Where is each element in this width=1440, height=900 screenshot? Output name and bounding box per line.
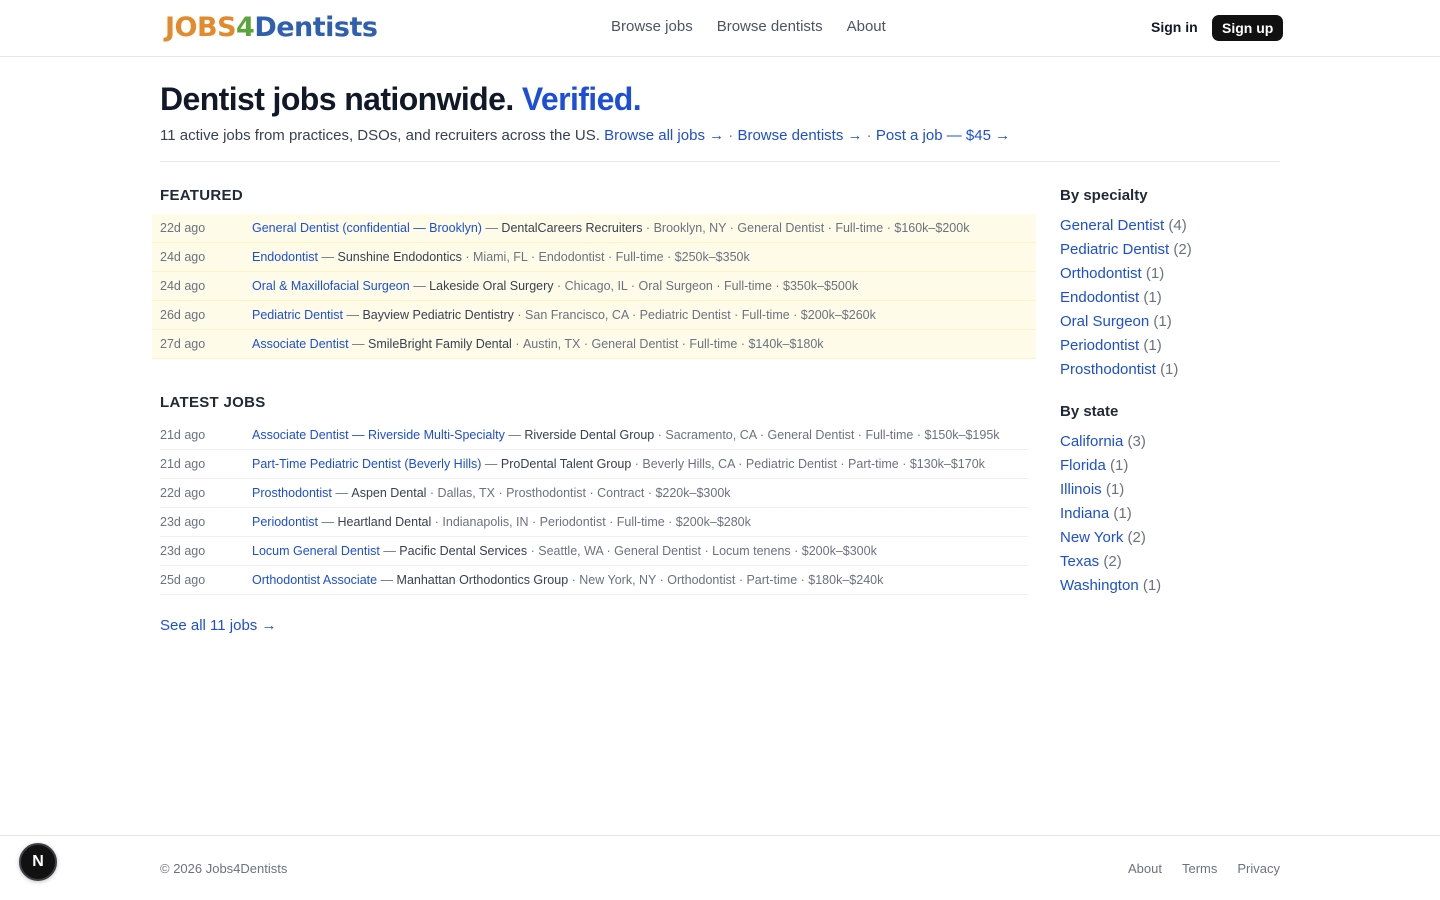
state-link[interactable]: Washington — [1060, 577, 1139, 594]
sign-in-link[interactable]: Sign in — [1151, 19, 1198, 35]
specialty-item — [1060, 262, 1280, 286]
see-all-jobs-link[interactable]: See all 11 jobs → — [160, 617, 277, 634]
featured-job-row[interactable]: 27d ago Associate Dentist — SmileBright Family Dental · Austin, TX · General Dentist · Full-time · $140k–$180k — [152, 330, 1036, 359]
logo-part-4: 4 — [236, 12, 255, 43]
page-title-accent: Verified. — [521, 81, 642, 117]
specialty-item — [1060, 238, 1280, 262]
state-count: (2) — [1127, 529, 1146, 546]
job-company: Manhattan Orthodontics Group — [396, 573, 569, 587]
nav-browse-jobs[interactable]: Browse jobs — [611, 18, 693, 35]
dev-tools-badge[interactable] — [19, 843, 57, 881]
specialty-count: (1) — [1145, 265, 1165, 282]
job-meta: Chicago, IL · Oral Surgeon · Full-time · $350k–$500k — [564, 279, 859, 293]
state-link[interactable]: Illinois — [1060, 481, 1102, 498]
job-age: 21d ago — [160, 457, 206, 471]
nav-about[interactable]: About — [846, 18, 886, 35]
state-item — [1060, 478, 1280, 502]
specialty-count: (1) — [1160, 361, 1179, 378]
job-meta: Austin, TX · General Dentist · Full-time · $140k–$180k — [522, 337, 824, 351]
featured-list — [160, 214, 1028, 359]
copyright: © 2026 Jobs4Dentists — [160, 861, 288, 876]
latest-jobs-heading: LATEST JOBS — [160, 394, 266, 411]
specialty-heading: By specialty — [1060, 187, 1148, 204]
job-meta: New York, NY · Orthodontist · Part-time · $180k–$240k — [579, 573, 884, 587]
state-block — [1060, 402, 1280, 598]
job-age: 22d ago — [160, 486, 206, 500]
job-meta: Miami, FL · Endodontist · Full-time · $250k–$350k — [473, 250, 750, 264]
specialty-list — [1060, 214, 1280, 382]
specialty-link[interactable]: General Dentist — [1060, 217, 1165, 234]
site-logo[interactable] — [165, 12, 377, 44]
latest-jobs-list — [160, 421, 1028, 595]
state-heading: By state — [1060, 403, 1119, 420]
job-company: Aspen Dental — [351, 486, 427, 500]
job-company: SmileBright Family Dental — [368, 337, 512, 351]
job-row[interactable]: 23d ago Periodontist — Heartland Dental · Indianapolis, IN · Periodontist · Full-time · $200k–$280k — [160, 508, 1028, 537]
state-link[interactable]: Indiana — [1060, 505, 1110, 522]
featured-job-row[interactable]: 24d ago Endodontist — Sunshine Endodontics · Miami, FL · Endodontist · Full-time · $250k–$350k — [152, 243, 1036, 272]
job-age: 22d ago — [160, 221, 206, 235]
specialty-count: (1) — [1153, 313, 1172, 330]
specialty-count: (4) — [1168, 217, 1187, 234]
state-link[interactable]: New York — [1060, 529, 1124, 546]
specialty-link[interactable]: Pediatric Dentist — [1060, 241, 1170, 258]
specialty-count: (1) — [1143, 337, 1162, 354]
job-age: 23d ago — [160, 544, 206, 558]
job-meta: Indianapolis, IN · Periodontist · Full-time · $200k–$280k — [442, 515, 751, 529]
job-age: 24d ago — [160, 279, 206, 293]
job-company: Pacific Dental Services — [399, 544, 528, 558]
footer-about-link[interactable]: About — [1128, 861, 1162, 876]
sign-up-button[interactable]: Sign up — [1212, 15, 1283, 41]
job-company: Lakeside Oral Surgery — [429, 279, 554, 293]
job-title-link[interactable]: Periodontist — [252, 515, 319, 529]
job-meta: Seattle, WA · General Dentist · Locum tenens · $200k–$300k — [538, 544, 877, 558]
job-company: Bayview Pediatric Dentistry — [362, 308, 514, 322]
specialty-item — [1060, 310, 1280, 334]
dev-badge-letter: N — [32, 853, 44, 870]
state-count: (1) — [1142, 577, 1162, 594]
state-link[interactable]: Florida — [1060, 457, 1106, 474]
job-meta: Dallas, TX · Prosthodontist · Contract · $220k–$300k — [437, 486, 731, 500]
state-count: (1) — [1110, 457, 1129, 474]
divider — [160, 161, 1280, 162]
featured-job-row[interactable]: 22d ago General Dentist (confidential — Brooklyn) — DentalCareers Recruiters · Brooklyn, NY · General Dentist · Full-time · $160k–$200k — [152, 214, 1036, 243]
job-age: 21d ago — [160, 428, 206, 442]
job-company: Riverside Dental Group — [524, 428, 655, 442]
browse-all-jobs-link[interactable]: Browse all jobs → — [604, 127, 725, 144]
job-meta: San Francisco, CA · Pediatric Dentist · Full-time · $200k–$260k — [525, 308, 876, 322]
hero-subtitle-text: 11 active jobs from practices, DSOs, and recruiters across the US. — [160, 127, 600, 144]
job-title-link[interactable]: General Dentist (confidential — Brooklyn) — [252, 221, 482, 235]
state-item — [1060, 430, 1280, 454]
page-title — [160, 80, 1280, 118]
job-meta: Beverly Hills, CA · Pediatric Dentist · Part-time · $130k–$170k — [642, 457, 985, 471]
job-title-link[interactable]: Associate Dentist — [252, 337, 349, 351]
specialty-item — [1060, 286, 1280, 310]
filters-sidebar — [1060, 186, 1280, 598]
specialty-item — [1060, 358, 1280, 382]
state-count: (1) — [1113, 505, 1132, 522]
job-title-link[interactable]: Prosthodontist — [252, 486, 332, 500]
state-item — [1060, 526, 1280, 550]
state-link[interactable]: California — [1060, 433, 1124, 450]
separator: · — [866, 127, 872, 144]
job-age: 27d ago — [160, 337, 206, 351]
job-lists — [160, 186, 1028, 635]
nav-browse-dentists[interactable]: Browse dentists — [716, 18, 823, 35]
specialty-link[interactable]: Oral Surgeon — [1060, 313, 1150, 330]
job-company: Heartland Dental — [337, 515, 432, 529]
job-row[interactable]: 21d ago Part-Time Pediatric Dentist (Beverly Hills) — ProDental Talent Group · Beverly Hills, CA · Pediatric Dentist · Part-time · $130k–$170k — [160, 450, 1028, 479]
page-title-main: Dentist jobs nationwide. — [160, 81, 514, 117]
job-title-link[interactable]: Orthodontist Associate — [252, 573, 378, 587]
featured-job-row[interactable]: 24d ago Oral & Maxillofacial Surgeon — Lakeside Oral Surgery · Chicago, IL · Oral Surgeon · Full-time · $350k–$500k — [152, 272, 1036, 301]
job-meta: Brooklyn, NY · General Dentist · Full-time · $160k–$200k — [653, 221, 970, 235]
main-nav — [611, 18, 886, 35]
state-item — [1060, 502, 1280, 526]
specialty-link[interactable]: Prosthodontist — [1060, 361, 1156, 378]
post-job-link[interactable]: Post a job — $45 → — [875, 127, 1011, 144]
specialty-link[interactable]: Endodontist — [1060, 289, 1140, 306]
job-title-link[interactable]: Endodontist — [252, 250, 319, 264]
logo-part-jobs: JOBS — [165, 12, 237, 43]
specialty-link[interactable]: Orthodontist — [1060, 265, 1142, 282]
job-company: Sunshine Endodontics — [337, 250, 462, 264]
hero-subtitle — [160, 126, 1280, 146]
state-list — [1060, 430, 1280, 598]
site-header — [0, 0, 1440, 57]
hero — [160, 80, 1280, 146]
footer-links — [1128, 861, 1280, 876]
specialty-count: (1) — [1143, 289, 1162, 306]
job-row[interactable]: 23d ago Locum General Dentist — Pacific Dental Services · Seattle, WA · General Dentist · Locum tenens · $200k–$300k — [160, 537, 1028, 566]
job-age: 26d ago — [160, 308, 206, 322]
job-row[interactable]: 22d ago Prosthodontist — Aspen Dental · Dallas, TX · Prosthodontist · Contract · $220k–$300k — [160, 479, 1028, 508]
job-title-link[interactable]: Associate Dentist — Riverside Multi-Specialty — [252, 428, 505, 442]
job-title-link[interactable]: Oral & Maxillofacial Surgeon — [252, 279, 410, 293]
state-count: (2) — [1103, 553, 1122, 570]
footer-privacy-link[interactable]: Privacy — [1237, 861, 1280, 876]
separator: · — [728, 127, 734, 144]
job-company: ProDental Talent Group — [500, 457, 632, 471]
specialty-link[interactable]: Periodontist — [1060, 337, 1140, 354]
specialty-count: (2) — [1173, 241, 1192, 258]
footer-terms-link[interactable]: Terms — [1181, 861, 1218, 876]
browse-dentists-link[interactable]: Browse dentists → — [737, 127, 863, 144]
state-count: (1) — [1105, 481, 1125, 498]
job-age: 24d ago — [160, 250, 206, 264]
job-row[interactable]: 21d ago Associate Dentist — Riverside Multi-Specialty — Riverside Dental Group · Sacramento, CA · General Dentist · Full-time · $150k–$195k — [160, 421, 1028, 450]
state-item — [1060, 574, 1280, 598]
job-age: 23d ago — [160, 515, 206, 529]
specialty-item — [1060, 334, 1280, 358]
state-count: (3) — [1127, 433, 1146, 450]
site-footer — [0, 835, 1440, 900]
job-age: 25d ago — [160, 573, 206, 587]
logo-part-dentists: Dentists — [254, 12, 378, 43]
job-title-link[interactable]: Part-Time Pediatric Dentist (Beverly Hills) — [252, 457, 482, 471]
featured-heading: FEATURED — [160, 187, 243, 204]
job-company: DentalCareers Recruiters — [501, 221, 643, 235]
state-item — [1060, 550, 1280, 574]
state-link[interactable]: Texas — [1060, 553, 1100, 570]
job-row[interactable]: 25d ago Orthodontist Associate — Manhattan Orthodontics Group · New York, NY · Orthodontist · Part-time · $180k–$240k — [160, 566, 1028, 595]
job-title-link[interactable]: Pediatric Dentist — [252, 308, 344, 322]
featured-job-row[interactable]: 26d ago Pediatric Dentist — Bayview Pediatric Dentistry · San Francisco, CA · Pediatric Dentist · Full-time · $200k–$260k — [152, 301, 1036, 330]
job-title-link[interactable]: Locum General Dentist — [252, 544, 380, 558]
state-item — [1060, 454, 1280, 478]
specialty-item — [1060, 214, 1280, 238]
job-meta: Sacramento, CA · General Dentist · Full-time · $150k–$195k — [665, 428, 1000, 442]
